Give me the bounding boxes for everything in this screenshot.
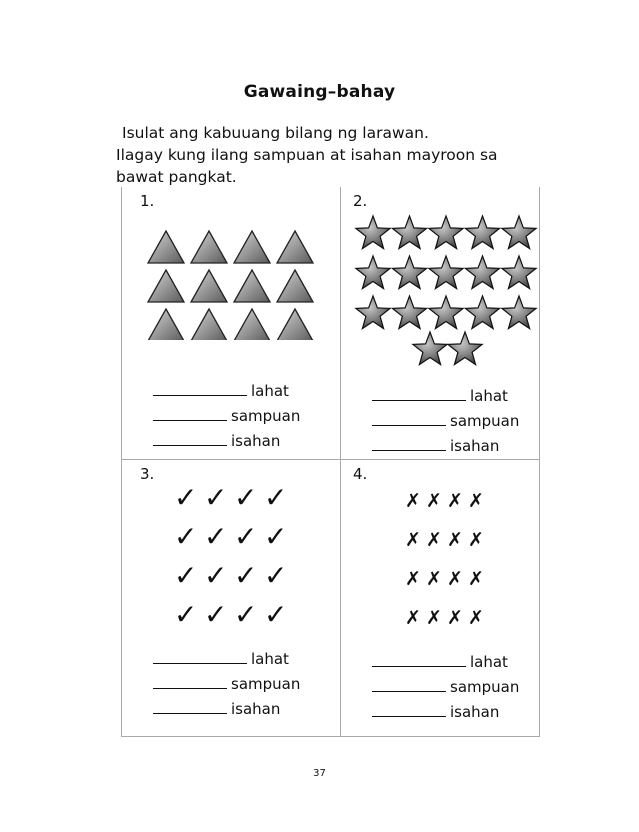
answer-total-3 xyxy=(153,650,289,668)
instructions xyxy=(116,122,556,188)
triangle-icon xyxy=(191,309,227,340)
answer-line[interactable] xyxy=(372,654,466,667)
triangle-icon xyxy=(148,309,184,340)
cross-icon: ✗ xyxy=(426,568,442,590)
star-icon xyxy=(465,256,499,289)
star-icon xyxy=(356,216,390,249)
check-icon: ✓ xyxy=(264,598,288,631)
answer-line[interactable] xyxy=(372,388,466,401)
item-number-1: 1. xyxy=(140,192,155,210)
check-icon: ✓ xyxy=(174,481,198,514)
label-isahan: isahan xyxy=(231,432,281,450)
check-icon: ✓ xyxy=(174,520,198,553)
cross-icon: ✗ xyxy=(426,529,442,551)
grid-divider-vertical xyxy=(340,187,341,737)
star-icon xyxy=(448,332,482,365)
star-icon xyxy=(429,296,463,329)
star-icon xyxy=(465,216,499,249)
label-lahat: lahat xyxy=(251,650,289,668)
answer-line[interactable] xyxy=(153,383,247,396)
triangle-icon xyxy=(277,270,313,302)
star-icon xyxy=(502,256,536,289)
answer-tens-4 xyxy=(372,678,519,696)
triangle-icon xyxy=(234,309,270,340)
check-icon: ✓ xyxy=(264,481,288,514)
item-number-4: 4. xyxy=(353,465,368,483)
check-icon: ✓ xyxy=(204,481,228,514)
cross-icon: ✗ xyxy=(405,529,421,551)
cross-icon: ✗ xyxy=(468,607,484,629)
answer-line[interactable] xyxy=(372,704,446,717)
check-icon: ✓ xyxy=(234,481,258,514)
check-icon: ✓ xyxy=(264,559,288,592)
label-isahan: isahan xyxy=(231,700,281,718)
label-lahat: lahat xyxy=(470,653,508,671)
check-icon: ✓ xyxy=(234,520,258,553)
answer-ones-1 xyxy=(153,432,280,450)
triangle-icon xyxy=(234,270,270,302)
instruction-line-1: Isulat ang kabuuang bilang ng larawan. xyxy=(122,124,429,142)
star-icon xyxy=(356,296,390,329)
check-icon: ✓ xyxy=(234,559,258,592)
check-icon: ✓ xyxy=(174,598,198,631)
check-icon: ✓ xyxy=(204,520,228,553)
answer-line[interactable] xyxy=(372,413,446,426)
cross-icon: ✗ xyxy=(405,490,421,512)
star-icon xyxy=(356,256,390,289)
triangle-icon xyxy=(277,309,313,340)
cross-icon: ✗ xyxy=(447,490,463,512)
answer-ones-4 xyxy=(372,703,499,721)
star-group xyxy=(354,212,538,370)
triangle-group xyxy=(146,228,316,340)
cross-icon: ✗ xyxy=(447,529,463,551)
triangle-icon xyxy=(148,231,184,263)
answer-line[interactable] xyxy=(153,651,247,664)
check-icon: ✓ xyxy=(204,598,228,631)
check-icon: ✓ xyxy=(234,598,258,631)
label-sampuan: sampuan xyxy=(231,407,301,425)
item-number-2: 2. xyxy=(353,192,368,210)
triangle-icon xyxy=(234,231,270,263)
label-sampuan: sampuan xyxy=(450,412,520,430)
answer-total-4 xyxy=(372,653,508,671)
answer-tens-1 xyxy=(153,407,300,425)
answer-tens-2 xyxy=(372,412,519,430)
star-icon xyxy=(392,256,426,289)
grid-divider-horizontal xyxy=(121,459,540,460)
star-icon xyxy=(392,216,426,249)
check-icon: ✓ xyxy=(264,520,288,553)
label-sampuan: sampuan xyxy=(450,678,520,696)
cross-icon: ✗ xyxy=(447,607,463,629)
label-lahat: lahat xyxy=(470,387,508,405)
cross-icon: ✗ xyxy=(447,568,463,590)
cross-icon: ✗ xyxy=(405,607,421,629)
star-icon xyxy=(413,332,447,365)
answer-ones-2 xyxy=(372,437,499,455)
star-icon xyxy=(502,296,536,329)
label-isahan: isahan xyxy=(450,437,500,455)
triangle-icon xyxy=(191,270,227,302)
cross-icon: ✗ xyxy=(468,568,484,590)
cross-icon: ✗ xyxy=(426,607,442,629)
triangle-icon xyxy=(148,270,184,302)
cross-icon: ✗ xyxy=(468,490,484,512)
answer-line[interactable] xyxy=(372,679,446,692)
instruction-line-2: Ilagay kung ilang sampuan at isahan mayroon sa xyxy=(116,146,498,164)
star-icon xyxy=(429,216,463,249)
label-isahan: isahan xyxy=(450,703,500,721)
star-icon xyxy=(465,296,499,329)
label-lahat: lahat xyxy=(251,382,289,400)
answer-line[interactable] xyxy=(153,433,227,446)
page-number: 37 xyxy=(313,768,326,779)
triangle-icon xyxy=(277,231,313,263)
worksheet-title: Gawaing–bahay xyxy=(243,82,396,102)
answer-total-2 xyxy=(372,387,508,405)
answer-line[interactable] xyxy=(153,676,227,689)
check-icon: ✓ xyxy=(174,559,198,592)
answer-line[interactable] xyxy=(153,408,227,421)
cross-icon: ✗ xyxy=(426,490,442,512)
item-number-3: 3. xyxy=(140,465,155,483)
answer-tens-3 xyxy=(153,675,300,693)
instruction-line-3: bawat pangkat. xyxy=(116,168,237,186)
cross-icon: ✗ xyxy=(405,568,421,590)
answer-line[interactable] xyxy=(153,701,227,714)
label-sampuan: sampuan xyxy=(231,675,301,693)
cross-icon: ✗ xyxy=(468,529,484,551)
check-icon: ✓ xyxy=(204,559,228,592)
triangle-icon xyxy=(191,231,227,263)
star-icon xyxy=(429,256,463,289)
star-icon xyxy=(392,296,426,329)
answer-line[interactable] xyxy=(372,438,446,451)
star-icon xyxy=(502,216,536,249)
answer-ones-3 xyxy=(153,700,280,718)
answer-total-1 xyxy=(153,382,289,400)
